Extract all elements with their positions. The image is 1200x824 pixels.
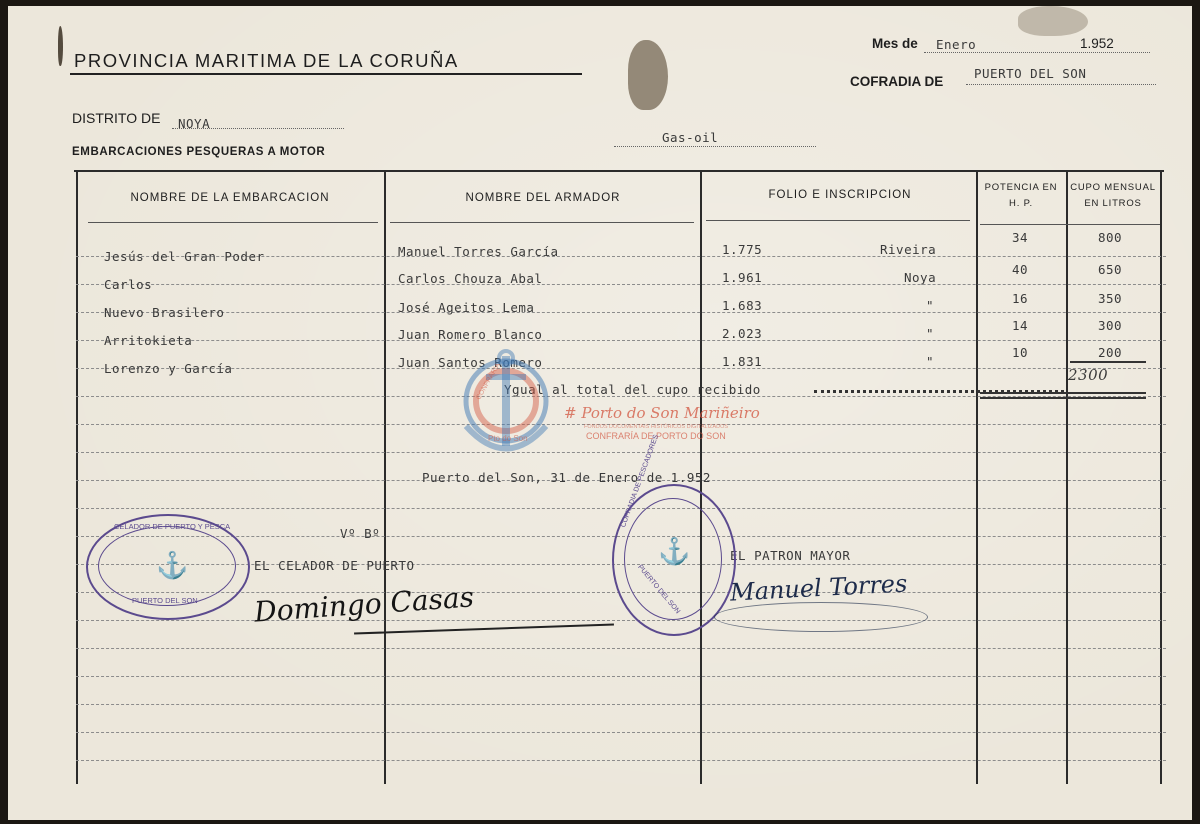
ruled-line — [76, 648, 1166, 649]
cell-embarcacion: Jesús del Gran Poder — [104, 249, 265, 264]
column-divider — [976, 172, 978, 784]
ruled-line — [76, 676, 1166, 677]
cell-folio: 1.831 — [722, 354, 763, 369]
cell-cupo: 800 — [1097, 230, 1123, 245]
column-header-embarcacion: NOMBRE DE LA EMBARCACION — [130, 192, 330, 204]
column-divider — [1066, 172, 1068, 784]
ruled-line — [76, 760, 1166, 761]
watermark-name: CONFRARÍA DE PORTO DO SON — [586, 431, 726, 441]
cofradia-label: COFRADIA DE — [850, 74, 944, 89]
section-subtitle: EMBARCACIONES PESQUERAS A MOTOR — [72, 146, 326, 158]
cell-inscripcion: " — [926, 354, 935, 369]
fuel-type: Gas-oil — [662, 130, 719, 145]
ruled-line — [76, 452, 1166, 453]
stain-mark — [1018, 6, 1088, 36]
ruled-line — [76, 368, 1166, 369]
cell-folio: 2.023 — [722, 326, 763, 341]
mes-line — [924, 52, 1150, 53]
anchor-icon: ⚓ — [658, 536, 691, 566]
header-underline — [980, 224, 1160, 225]
stain-mark — [58, 26, 63, 66]
cell-embarcacion: Nuevo Brasilero — [104, 305, 225, 320]
cell-folio: 1.775 — [722, 242, 763, 257]
column-divider — [384, 172, 386, 784]
cell-armador: Manuel Torres García — [398, 244, 559, 259]
column-divider — [76, 172, 78, 784]
cell-potencia: 14 — [1011, 318, 1029, 333]
cell-embarcacion: Arritokieta — [104, 333, 193, 348]
ruled-line — [76, 340, 1166, 341]
mes-value: Enero — [936, 37, 977, 52]
anchor-icon — [456, 346, 556, 476]
cell-folio: 1.683 — [722, 298, 763, 313]
distrito-line — [172, 128, 344, 129]
column-header-folio: FOLIO E INSCRIPCION — [768, 189, 912, 201]
cell-inscripcion: Noya — [904, 270, 937, 285]
stamp-celador-text: CELADOR DE PUERTO Y PESCA — [114, 522, 231, 531]
cell-cupo: 650 — [1097, 262, 1123, 277]
cell-armador: Carlos Chouza Abal — [398, 271, 543, 286]
cofradia-line — [966, 84, 1156, 85]
watermark-circle-top: CONFRARIA — [475, 361, 502, 402]
cell-folio: 1.961 — [722, 270, 763, 285]
title-underline — [70, 73, 582, 75]
anchor-icon: ⚓ — [156, 550, 189, 580]
celador-label: EL CELADOR DE PUERTO — [254, 558, 415, 573]
signature-celador: Domingo Casas — [253, 580, 475, 629]
stamp-celador — [86, 514, 250, 620]
place-date: Puerto del Son, 31 de Enero de 1.952 — [422, 470, 711, 485]
distrito-label: DISTRITO DE — [72, 110, 161, 126]
total-sum-line — [1070, 361, 1146, 363]
fuel-line — [614, 146, 816, 147]
cell-cupo: 200 — [1097, 345, 1123, 360]
column-divider — [1160, 172, 1162, 784]
stamp-celador-text-bottom: PUERTO DEL SON — [132, 596, 198, 605]
column-header-potencia: POTENCIA EN H. P. — [984, 182, 1058, 209]
column-header-cupo: CUPO MENSUAL EN LITROS — [1070, 182, 1156, 209]
cell-cupo: 350 — [1097, 291, 1123, 306]
document-page — [8, 6, 1192, 820]
watermark-title: # Porto do Son Mariñeiro — [564, 404, 760, 422]
ruled-line — [76, 312, 1166, 313]
cell-potencia: 10 — [1011, 345, 1029, 360]
header-underline — [390, 222, 694, 223]
patron-label: EL PATRON MAYOR — [730, 548, 851, 563]
cell-armador: Juan Romero Blanco — [398, 327, 543, 342]
watermark-circle-bottom: Pto do Son — [488, 434, 528, 443]
mes-label: Mes de — [872, 36, 918, 51]
cell-inscripcion: Riveira — [880, 242, 937, 257]
cell-inscripcion: " — [926, 298, 935, 313]
cell-inscripcion: " — [926, 326, 935, 341]
header-underline — [706, 220, 970, 221]
column-header-armador: NOMBRE DEL ARMADOR — [465, 192, 621, 204]
watermark-logo — [456, 346, 556, 476]
cell-cupo: 300 — [1097, 318, 1123, 333]
header-underline — [88, 222, 378, 223]
cell-potencia: 40 — [1011, 262, 1029, 277]
cofradia-value: PUERTO DEL SON — [974, 66, 1087, 81]
total-label: Ygual al total del cupo recibido — [504, 382, 761, 397]
stamp-cofradia-text-bottom: PUERTO DEL SON — [636, 563, 682, 616]
cell-armador: Juan Santos Romero — [398, 355, 543, 370]
cell-potencia: 16 — [1011, 291, 1029, 306]
total-value: 2300 — [1068, 366, 1109, 384]
year-value: 1.952 — [1080, 36, 1114, 51]
vo-bo: Vº Bº — [340, 526, 381, 541]
distrito-value: NOYA — [178, 116, 211, 131]
ruled-line — [76, 620, 1166, 621]
ruled-line — [76, 284, 1166, 285]
cell-embarcacion: Carlos — [104, 277, 153, 292]
cell-embarcacion: Lorenzo y García — [104, 361, 233, 376]
cell-armador: José Ageitos Lema — [398, 300, 535, 315]
signature-underline — [714, 602, 928, 632]
cell-potencia: 34 — [1011, 230, 1029, 245]
watermark-subtitle: FONDOS DOCUMENTAIS HISTÓRICOS DIGITALIZADOS — [584, 424, 729, 430]
ruled-line — [76, 732, 1166, 733]
page-title: PROVINCIA MARITIMA DE LA CORUÑA — [74, 50, 459, 71]
signature-flourish — [354, 623, 614, 634]
total-double-rule — [980, 392, 1146, 399]
table-top-border — [74, 170, 1164, 172]
stain-mark — [628, 40, 668, 110]
ruled-line — [76, 704, 1166, 705]
signature-patron: Manuel Torres — [729, 569, 908, 607]
stamp-cofradia-text: COFRADIA DE PESCADORES — [620, 433, 661, 529]
ruled-line — [76, 508, 1166, 509]
